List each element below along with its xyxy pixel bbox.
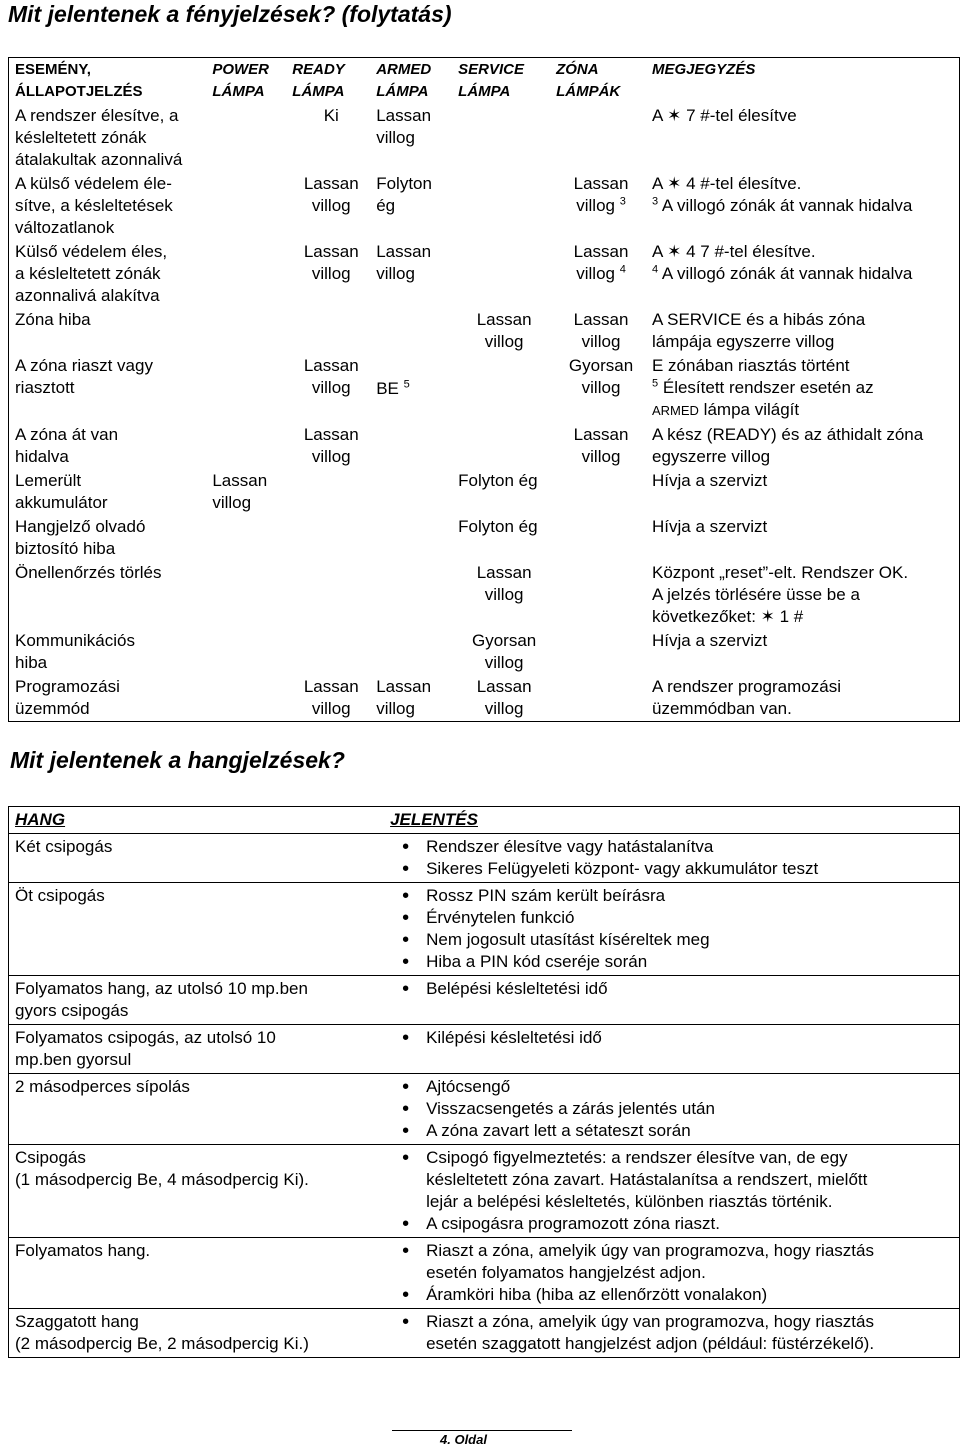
note-text: A ✶ 4 7 #-tel élesítve.: [652, 242, 816, 261]
meaning-item: • Belépési késleltetési idő: [390, 978, 959, 1000]
event-cell: Hangjelző olvadó biztosító hiba: [15, 517, 146, 558]
meaning-cell: [384, 1025, 959, 1074]
sound-table-row: [9, 834, 960, 883]
service-cell: Lassan villog: [476, 563, 532, 604]
meaning-item: • Áramköri hiba (hiba az ellenőrzött vonalakon): [390, 1284, 959, 1306]
header-armed: ARMED LÁMPA: [376, 61, 432, 100]
armed-cell: [370, 308, 452, 354]
note-line: [652, 399, 959, 422]
power-cell: [206, 675, 286, 722]
header-service: SERVICE LÁMPA: [458, 61, 525, 100]
meaning-item: • Riaszt a zóna, amelyik úgy van programozva, hogy riasztás esetén folyamatos hangjelzést adjon.: [390, 1240, 959, 1284]
zone-value: Lassan villog: [573, 310, 629, 351]
note-line: [652, 377, 959, 399]
armed-value: Lassan villog: [376, 677, 432, 718]
event-cell: A rendszer élesítve, a késleltetett zónák átalakultak azonnalivá: [15, 106, 183, 169]
light-table-row: [9, 561, 960, 629]
note-text: A ✶ 4 #-tel élesítve.: [652, 174, 802, 193]
sound-table-header: [9, 807, 960, 834]
note-cell: [646, 104, 960, 172]
light-table-row: [9, 423, 960, 469]
ready-cell: [286, 515, 452, 561]
light-table-row: [9, 104, 960, 172]
zone-cell: [550, 104, 646, 172]
zone-cell: [550, 561, 646, 629]
meaning-item: • Sikeres Felügyeleti központ- vagy akkumulátor teszt: [390, 858, 959, 880]
ready-cell: Lassan villog: [303, 242, 359, 283]
service-cell: [452, 354, 550, 423]
header-power: POWER LÁMPA: [212, 61, 269, 100]
power-cell: Lassan villog: [212, 471, 268, 512]
sound-cell: Öt csipogás: [9, 883, 385, 976]
meaning-cell: [384, 1309, 959, 1358]
light-table-row: [9, 515, 960, 561]
meaning-item: • Nem jogosult utasítást kíséreltek meg: [390, 929, 959, 951]
zone-cell: [550, 423, 646, 469]
power-cell: [206, 104, 286, 172]
note-cell: [646, 172, 960, 240]
meaning-item: • A zóna zavart lett a sétateszt során: [390, 1120, 959, 1142]
note-text: A ✶ 7 #-tel élesítve: [652, 106, 797, 125]
sound-table-row: [9, 1309, 960, 1358]
footer-divider: [392, 1430, 572, 1431]
meaning-item: • Csipogó figyelmeztetés: a rendszer élesítve van, de egy késleltetett zóna zavart. Hatástalanítsa a rendszert, mielőtt lejár a belépési késleltetés, különben riasztás történik.: [390, 1147, 959, 1213]
event-cell: A külső védelem éle- sítve, a késleltetések változatlanok: [15, 174, 173, 237]
armed-cell: [370, 423, 452, 469]
note-cell: [646, 469, 960, 515]
light-table-row: [9, 675, 960, 722]
sound-table-row: [9, 883, 960, 976]
meaning-item: • A csipogásra programozott zóna riaszt.: [390, 1213, 959, 1235]
note-text: A kész (READY) és az áthidalt zóna egyszerre villog: [652, 425, 924, 466]
light-table-header: [9, 58, 960, 105]
zone-value: Lassan villog: [573, 425, 629, 466]
zone-cell: [550, 629, 646, 675]
meaning-list: [390, 836, 959, 880]
meaning-item: • Ajtócsengő: [390, 1076, 959, 1098]
header-sound: HANG: [15, 810, 66, 829]
header-event: ESEMÉNY, ÁLLAPOTJELZÉS: [15, 61, 143, 100]
meaning-item: • Visszacsengetés a zárás jelentés után: [390, 1098, 959, 1120]
light-table-row: [9, 172, 960, 240]
armed-cell: [370, 354, 452, 423]
zone-cell: [550, 172, 646, 240]
meaning-cell: [384, 1238, 959, 1309]
note-cell: [646, 515, 960, 561]
armed-value: BE: [376, 378, 399, 398]
ready-cell: Lassan villog: [303, 677, 359, 718]
note-line: [652, 263, 959, 285]
sound-table-row: [9, 1238, 960, 1309]
armed-cell: [370, 104, 452, 172]
meaning-cell: [384, 834, 959, 883]
meaning-cell: [384, 1145, 959, 1238]
sound-cell: Szaggatott hang (2 másodpercig Be, 2 másodpercig Ki.): [9, 1309, 385, 1358]
power-cell: [206, 308, 286, 354]
ready-cell: [286, 561, 370, 629]
power-cell: [206, 423, 286, 469]
note-cell: [646, 561, 960, 629]
sound-table-row: [9, 1074, 960, 1145]
zone-cell: [550, 675, 646, 722]
sound-cell: Két csipogás: [9, 834, 385, 883]
meaning-list: [390, 885, 959, 973]
service-cell: Lassan villog: [476, 677, 532, 718]
meaning-item: • Érvénytelen funkció: [390, 907, 959, 929]
ready-cell: [286, 629, 370, 675]
note-text: A SERVICE és a hibás zóna lámpája egyszerre villog: [652, 310, 866, 351]
service-cell: Lassan villog: [476, 310, 532, 351]
footnote-ref: 5: [403, 377, 410, 390]
note-text: Hívja a szervizt: [652, 517, 768, 536]
service-cell: Folyton ég: [458, 471, 538, 490]
note-cell: [646, 423, 960, 469]
power-cell: [206, 561, 286, 629]
ready-cell: Ki: [323, 106, 339, 125]
power-cell: [206, 240, 286, 308]
zone-cell: [550, 240, 646, 308]
service-cell: Gyorsan villog: [471, 631, 537, 672]
note-text: A rendszer programozási üzemmódban van.: [652, 677, 841, 718]
note-cell: [646, 240, 960, 308]
power-cell: [206, 354, 286, 423]
ready-cell: Lassan villog: [303, 425, 359, 466]
note-cell: [646, 308, 960, 354]
meaning-item: • Riaszt a zóna, amelyik úgy van programozva, hogy riasztás esetén szaggatott hangjelzést adjon (például: füstérzékelő).: [390, 1311, 959, 1355]
note-cell: [646, 354, 960, 423]
header-ready: READY LÁMPA: [292, 61, 345, 100]
meaning-list: [390, 1027, 959, 1049]
note-text: Központ „reset”-elt. Rendszer OK. A jelzés törlésére üsse be a következőket: ✶ 1 #: [652, 563, 909, 626]
light-signal-table: [8, 57, 960, 722]
light-table-row: [9, 629, 960, 675]
note-text: A villogó zónák át vannak hidalva: [661, 264, 913, 283]
header-zone: ZÓNA LÁMPÁK: [556, 61, 621, 100]
power-cell: [206, 515, 286, 561]
note-text: Hívja a szervizt: [652, 631, 768, 650]
sound-cell: Csipogás (1 másodpercig Be, 4 másodpercig Ki).: [9, 1145, 385, 1238]
armed-cell: [370, 240, 452, 308]
meaning-list: [390, 1076, 959, 1142]
ready-cell: Lassan villog: [303, 174, 359, 215]
meaning-item: • Rendszer élesítve vagy hatástalanítva: [390, 836, 959, 858]
meaning-item: • Rossz PIN szám került beírásra: [390, 885, 959, 907]
meaning-item: • Kilépési késleltetési idő: [390, 1027, 959, 1049]
meaning-list: [390, 1240, 959, 1306]
service-cell: [452, 423, 550, 469]
section-title: Mit jelentenek a hangjelzések?: [10, 747, 345, 773]
note-cell: [646, 675, 960, 722]
ready-cell: Lassan villog: [303, 356, 359, 397]
service-cell: [452, 104, 550, 172]
sound-cell: Folyamatos csipogás, az utolsó 10 mp.ben gyorsul: [9, 1025, 385, 1074]
light-table-row: [9, 354, 960, 423]
event-cell: Kommunikációs hiba: [15, 631, 135, 672]
meaning-list: [390, 978, 959, 1000]
note-text: Hívja a szervizt: [652, 471, 768, 490]
event-cell: Külső védelem éles, a késleltetett zónák azonnalivá alakítva: [15, 242, 168, 305]
power-cell: [206, 172, 286, 240]
note-text: Élesített rendszer esetén az: [662, 378, 874, 397]
light-table-row: [9, 308, 960, 354]
meaning-cell: [384, 883, 959, 976]
note-armed-word: ARMED: [652, 403, 699, 418]
service-cell: Folyton ég: [458, 517, 538, 536]
meaning-cell: [384, 976, 959, 1025]
note-text: lámpa világít: [698, 400, 800, 419]
zone-cell: [550, 354, 646, 423]
sound-table-row: [9, 1025, 960, 1074]
sound-cell: Folyamatos hang.: [9, 1238, 385, 1309]
footnote-ref: 4: [619, 263, 626, 276]
zone-value: Lassan villog: [573, 174, 629, 215]
note-text: A villogó zónák át vannak hidalva: [661, 196, 913, 215]
footnote-mark: 4: [652, 263, 659, 276]
sound-cell: Folyamatos hang, az utolsó 10 mp.ben gyors csipogás: [9, 976, 385, 1025]
armed-cell: [370, 172, 452, 240]
armed-value: Lassan villog: [376, 106, 432, 147]
service-cell: [452, 172, 550, 240]
page-title: Mit jelentenek a fényjelzések? (folytatás): [8, 1, 452, 27]
event-cell: A zóna riaszt vagy riasztott: [15, 356, 153, 397]
zone-cell: [550, 308, 646, 354]
armed-value: Lassan villog: [376, 242, 432, 283]
ready-cell: [286, 469, 452, 515]
sound-signal-table: [8, 806, 960, 1358]
note-cell: [646, 629, 960, 675]
event-cell: Önellenőrzés törlés: [15, 563, 162, 582]
armed-value: Folyton ég: [376, 174, 432, 215]
armed-cell: [370, 675, 452, 722]
footnote-ref: 3: [619, 195, 626, 208]
meaning-item: • Hiba a PIN kód cseréje során: [390, 951, 959, 973]
zone-value: Gyorsan villog: [568, 356, 634, 397]
event-cell: Programozási üzemmód: [15, 677, 120, 718]
armed-cell: [370, 561, 452, 629]
service-cell: [452, 240, 550, 308]
meaning-list: [390, 1147, 959, 1235]
sound-table-row: [9, 976, 960, 1025]
event-cell: Zóna hiba: [15, 310, 91, 329]
footnote-mark: 5: [652, 377, 659, 390]
footnote-mark: 3: [652, 195, 659, 208]
light-table-row: [9, 469, 960, 515]
armed-cell: [370, 629, 452, 675]
page-number: 4. Oldal: [440, 1432, 487, 1447]
ready-cell: [286, 308, 370, 354]
meaning-cell: [384, 1074, 959, 1145]
header-note: MEGJEGYZÉS: [652, 61, 756, 78]
zone-value: Lassan villog: [573, 242, 629, 283]
header-meaning: JELENTÉS: [390, 810, 478, 829]
sound-table-row: [9, 1145, 960, 1238]
note-text: E zónában riasztás történt: [652, 356, 850, 375]
meaning-list: [390, 1311, 959, 1355]
note-line: [652, 195, 959, 217]
power-cell: [206, 629, 286, 675]
light-table-row: [9, 240, 960, 308]
event-cell: Lemerült akkumulátor: [15, 471, 108, 512]
event-cell: A zóna át van hidalva: [15, 425, 119, 466]
sound-cell: 2 másodperces sípolás: [9, 1074, 385, 1145]
